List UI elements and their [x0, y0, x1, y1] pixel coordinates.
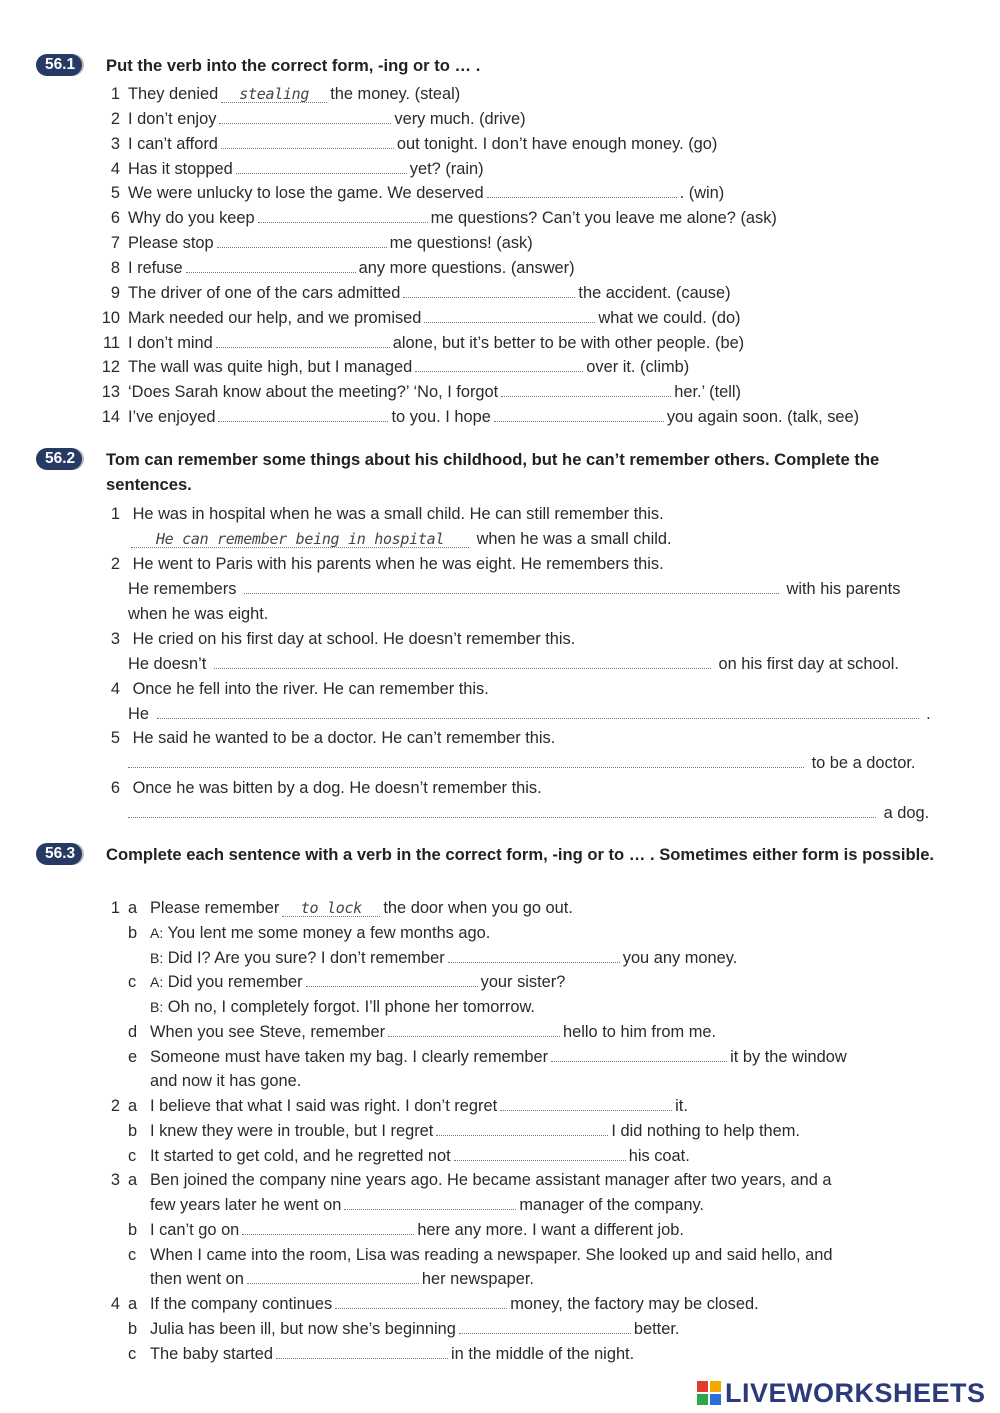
answer-blank[interactable] — [276, 1344, 448, 1359]
exercise-item — [92, 206, 777, 230]
item-number: 11 — [102, 333, 120, 352]
item-text: . (win) — [679, 184, 725, 203]
answer-blank[interactable] — [218, 407, 388, 422]
item-text: I don’t enjoy — [128, 109, 217, 128]
item-text: on his first day at school. — [718, 655, 899, 673]
item-text: The wall was quite high, but I managed — [128, 358, 413, 377]
exercise-item — [104, 627, 575, 651]
answer-blank[interactable]: stealing — [221, 86, 327, 103]
answer-blank[interactable] — [551, 1047, 727, 1062]
exercise-answer-line — [128, 702, 931, 726]
exercise-item — [104, 1342, 634, 1366]
item-number: 4 — [110, 680, 120, 698]
exercise-item — [104, 776, 542, 800]
answer-blank[interactable] — [448, 948, 620, 963]
item-text: it. — [675, 1097, 688, 1115]
exercise-item — [104, 726, 555, 750]
speaker-label: A: — [150, 924, 164, 941]
item-text: his coat. — [628, 1146, 690, 1165]
exercise-item — [104, 552, 664, 576]
item-text: yet? (rain) — [409, 159, 484, 178]
exercise-instruction: Complete each sentence with a verb in the correct form, -ing or to … . Sometimes either form is possible. — [106, 845, 935, 864]
item-text: then went on — [150, 1270, 244, 1289]
logo-square — [710, 1381, 721, 1392]
exercise-badge: 56.3 — [36, 843, 82, 865]
item-text: Has it stopped — [128, 159, 233, 178]
answer-blank[interactable] — [221, 134, 394, 149]
item-text: it by the window — [730, 1047, 847, 1066]
answer-blank[interactable] — [388, 1022, 560, 1037]
answer-blank[interactable] — [186, 258, 356, 273]
item-text: when he was eight. — [128, 605, 269, 623]
item-text: Please stop — [128, 234, 214, 253]
item-text: I can’t afford — [128, 134, 218, 153]
answer-blank[interactable] — [128, 753, 804, 768]
item-text: He remembers — [128, 580, 237, 598]
answer-blank[interactable] — [306, 972, 478, 987]
exercise-instruction: Put the verb into the correct form, -ing or to … . — [106, 56, 481, 75]
item-number: 5 — [110, 184, 120, 203]
item-letter: c — [128, 1245, 137, 1264]
item-text: out tonight. I don’t have enough money. (go) — [396, 134, 718, 153]
exercise-badge: 56.2 — [36, 448, 82, 470]
answer-blank[interactable] — [436, 1121, 608, 1136]
speaker-label: B: — [150, 999, 164, 1015]
answer-blank[interactable] — [128, 803, 876, 818]
answer-blank[interactable] — [454, 1146, 626, 1161]
logo-square — [697, 1381, 708, 1392]
exercise-badge: 56.1 — [36, 54, 82, 76]
exercise-item — [104, 1267, 534, 1291]
answer-blank[interactable] — [214, 654, 711, 669]
answer-blank[interactable] — [335, 1294, 507, 1309]
answer-blank[interactable] — [403, 283, 575, 298]
item-text: Someone must have taken my bag. I clearly remember — [150, 1047, 549, 1066]
item-text: I’ve enjoyed — [128, 408, 216, 427]
exercise-answer-line — [128, 751, 915, 775]
item-text: better. — [633, 1319, 680, 1338]
item-text: a dog. — [883, 804, 930, 822]
item-text: . — [926, 705, 931, 723]
item-text: He went to Paris with his parents when he was eight. He remembers this. — [132, 555, 664, 573]
logo-mark-icon — [697, 1381, 721, 1405]
item-text: to be a doctor. — [811, 754, 916, 772]
exercise-item — [104, 1119, 800, 1143]
item-text: and now it has gone. — [150, 1072, 302, 1091]
item-letter: a — [128, 1171, 138, 1190]
item-text: He cried on his first day at school. He doesn’t remember this. — [132, 630, 576, 648]
item-text: the accident. (cause) — [578, 283, 731, 302]
exercise-item — [104, 502, 664, 526]
item-text: with his parents — [786, 580, 901, 598]
item-text: in the middle of the night. — [451, 1344, 635, 1363]
exercise-item — [92, 157, 484, 181]
item-text: He — [128, 705, 149, 723]
item-text: I don’t mind — [128, 333, 213, 352]
item-letter: a — [128, 1097, 138, 1115]
speaker-label: A: — [150, 974, 164, 991]
exercise-item — [92, 405, 859, 429]
exercise-item — [92, 355, 689, 379]
exercise-item — [104, 677, 489, 701]
exercise-item — [92, 281, 731, 305]
item-text: her newspaper. — [421, 1270, 534, 1289]
item-text: what we could. (do) — [598, 308, 741, 327]
exercise-answer-line — [128, 602, 268, 626]
answer-blank[interactable]: He can remember being in hospital — [131, 531, 469, 548]
liveworksheets-logo — [697, 1377, 986, 1409]
item-text: Ben joined the company nine years ago. He became assistant manager after two years, and a — [150, 1171, 832, 1190]
item-number: 8 — [110, 258, 120, 277]
answer-blank[interactable] — [500, 1096, 672, 1111]
item-letter: a — [128, 1295, 138, 1313]
exercise-item — [104, 970, 565, 994]
answer-blank[interactable] — [415, 357, 583, 372]
item-number: 12 — [101, 358, 120, 377]
item-text: I can’t go on — [150, 1220, 240, 1239]
item-text: to you. I hope — [391, 408, 491, 427]
item-number: 2 — [110, 1097, 120, 1115]
item-text: I knew they were in trouble, but I regret — [150, 1121, 434, 1140]
item-number: 13 — [101, 383, 120, 402]
item-text: when he was a small child. — [476, 530, 672, 548]
item-letter: c — [128, 1146, 137, 1165]
exercise-item — [92, 256, 575, 280]
answer-blank[interactable] — [242, 1220, 414, 1235]
exercise-item — [92, 181, 724, 205]
item-number: 3 — [110, 630, 120, 648]
exercise-item — [104, 1144, 690, 1168]
item-text: her.’ (tell) — [674, 383, 742, 402]
item-letter: b — [128, 1319, 138, 1338]
item-text: He doesn’t — [128, 655, 207, 673]
item-number: 7 — [110, 234, 120, 253]
item-number: 6 — [110, 779, 120, 797]
exercise-item — [104, 1045, 847, 1069]
item-number: 5 — [110, 729, 120, 747]
exercise-item — [104, 946, 737, 970]
item-text: Oh no, I completely forgot. I’ll phone her tomorrow. — [167, 998, 535, 1016]
item-text: I believe that what I said was right. I don’t regret — [150, 1097, 498, 1115]
item-text: you any money. — [622, 948, 738, 967]
item-text: Once he was bitten by a dog. He doesn’t remember this. — [132, 779, 542, 797]
answer-blank[interactable] — [258, 208, 428, 223]
item-letter: b — [128, 923, 138, 942]
item-letter: b — [128, 1121, 138, 1140]
item-number: 14 — [101, 408, 120, 427]
item-number: 10 — [101, 308, 120, 327]
answer-blank[interactable] — [247, 1269, 419, 1284]
item-number: 1 — [110, 505, 120, 523]
item-text: money, the factory may be closed. — [510, 1295, 759, 1313]
item-number: 3 — [110, 134, 120, 153]
item-letter: c — [128, 1344, 137, 1363]
answer-blank[interactable] — [236, 159, 407, 174]
answer-blank[interactable] — [344, 1195, 516, 1210]
exercise-answer-line — [128, 652, 899, 676]
item-text: here any more. I want a different job. — [417, 1220, 684, 1239]
item-number: 6 — [110, 209, 120, 228]
item-text: the money. (steal) — [330, 85, 461, 103]
answer-blank[interactable] — [494, 407, 664, 422]
answer-blank[interactable]: to lock — [282, 900, 380, 917]
exercise-item — [92, 331, 744, 355]
item-number: 2 — [110, 109, 120, 128]
item-letter: b — [128, 1220, 138, 1239]
item-text: They denied — [128, 85, 219, 103]
item-text: ‘Does Sarah know about the meeting?’ ‘No, I forgot — [128, 383, 499, 402]
exercise-item — [104, 1243, 832, 1267]
item-text: The driver of one of the cars admitted — [128, 283, 401, 302]
item-text: Did you remember — [167, 973, 303, 992]
answer-blank[interactable] — [217, 233, 387, 248]
exercise-instruction: Tom can remember some things about his childhood, but he can’t remember others. Complete the sentences. — [106, 450, 880, 494]
item-text: I did nothing to help them. — [611, 1121, 800, 1140]
item-text: It started to get cold, and he regretted not — [150, 1146, 451, 1165]
item-number: 1 — [110, 899, 120, 917]
item-number: 2 — [110, 555, 120, 573]
item-number: 9 — [110, 283, 120, 302]
answer-blank[interactable] — [459, 1319, 631, 1334]
item-text: your sister? — [480, 973, 566, 992]
item-number: 3 — [110, 1171, 120, 1190]
item-text: We were unlucky to lose the game. We deserved — [128, 184, 484, 203]
item-text: you again soon. (talk, see) — [666, 408, 860, 427]
item-text: the door when you go out. — [383, 899, 573, 917]
exercise-item — [104, 921, 490, 945]
exercise-item — [92, 132, 717, 156]
exercise-item — [104, 1317, 679, 1341]
item-number: 1 — [110, 85, 120, 103]
item-text: me questions? Can’t you leave me alone? (ask) — [430, 209, 777, 228]
item-text: Did I? Are you sure? I don’t remember — [167, 948, 445, 967]
item-number: 4 — [110, 159, 120, 178]
item-text: me questions! (ask) — [389, 234, 533, 253]
item-letter: e — [128, 1047, 138, 1066]
item-text: hello to him from me. — [563, 1022, 717, 1041]
logo-square — [697, 1394, 708, 1405]
exercise-item — [104, 896, 573, 920]
exercise-answer-line — [128, 801, 929, 825]
exercise-item — [104, 1218, 684, 1242]
item-text: alone, but it’s better to be with other people. (be) — [392, 333, 745, 352]
answer-blank[interactable] — [244, 579, 779, 594]
exercise-answer-line — [128, 527, 672, 551]
item-text: Julia has been ill, but now she’s beginning — [150, 1319, 456, 1338]
logo-text: LIVEWORKSHEETS — [725, 1377, 986, 1408]
item-text: I refuse — [128, 258, 183, 277]
answer-blank[interactable] — [424, 308, 595, 323]
item-text: Mark needed our help, and we promised — [128, 308, 422, 327]
answer-blank[interactable] — [216, 333, 390, 348]
item-text: The baby started — [150, 1344, 274, 1363]
exercise-item — [92, 306, 741, 330]
exercise-item — [104, 1020, 716, 1044]
answer-blank[interactable] — [157, 704, 919, 719]
item-text: very much. (drive) — [394, 109, 526, 128]
item-number: 4 — [110, 1295, 120, 1313]
exercise-item — [104, 1094, 688, 1118]
exercise-item — [92, 107, 526, 131]
item-letter: a — [128, 899, 138, 917]
exercise-item — [104, 1292, 759, 1316]
item-letter: d — [128, 1022, 138, 1041]
item-text: Why do you keep — [128, 209, 255, 228]
exercise-item — [104, 1069, 301, 1093]
item-letter: c — [128, 973, 137, 992]
item-text: He was in hospital when he was a small child. He can still remember this. — [132, 505, 664, 523]
speaker-label: B: — [150, 949, 164, 966]
exercise-item — [104, 1168, 832, 1192]
item-text: If the company continues — [150, 1295, 333, 1313]
exercise-item — [92, 231, 533, 255]
item-text: When I came into the room, Lisa was reading a newspaper. She looked up and said hello, and — [150, 1245, 833, 1264]
exercise-answer-line — [128, 577, 900, 601]
item-text: Once he fell into the river. He can remember this. — [132, 680, 489, 698]
item-text: He said he wanted to be a doctor. He can’t remember this. — [132, 729, 556, 747]
exercise-item — [104, 995, 535, 1019]
item-text: over it. (climb) — [586, 358, 690, 377]
answer-blank[interactable] — [487, 183, 677, 198]
exercise-item — [92, 380, 741, 404]
item-text: When you see Steve, remember — [150, 1022, 386, 1041]
item-text: Please remember — [150, 899, 280, 917]
answer-blank[interactable] — [219, 109, 391, 124]
answer-blank[interactable] — [501, 382, 671, 397]
item-text: manager of the company. — [519, 1196, 704, 1214]
item-text: any more questions. (answer) — [358, 258, 575, 277]
exercise-item — [92, 82, 460, 106]
logo-square — [710, 1394, 721, 1405]
exercise-item — [104, 1193, 704, 1217]
item-text: few years later he went on — [150, 1196, 342, 1214]
item-text: You lent me some money a few months ago. — [167, 923, 491, 942]
